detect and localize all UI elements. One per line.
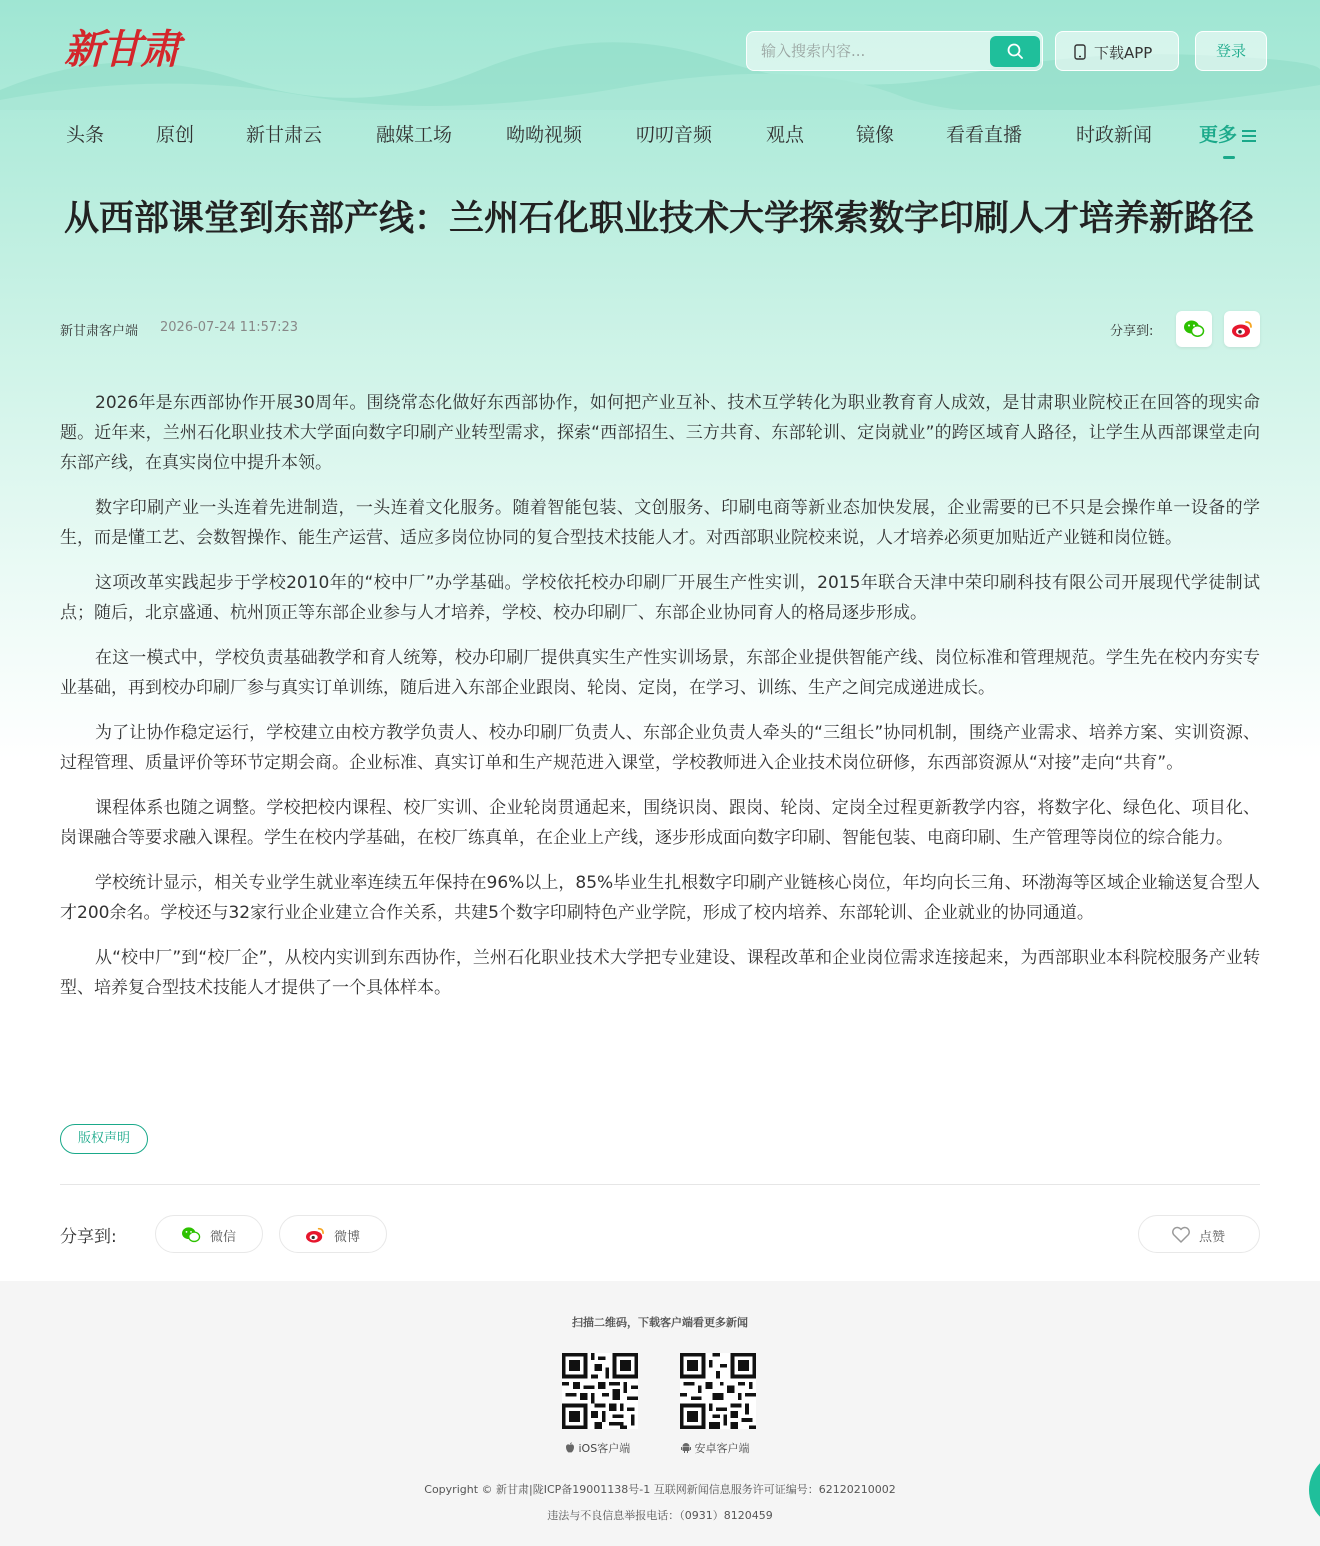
ios-client-label: [565, 1440, 630, 1456]
footer-report-phone: 违法与不良信息举报电话：（0931）8120459: [547, 1509, 773, 1522]
article-time: 2026-07-24 11:57:23: [160, 320, 299, 335]
article-paragraph: 课程体系也随之调整。学校把校内课程、校厂实训、企业轮岗贯通起来，围绕识岗、跟岗、轮岗、定岗全过程更新教学内容，将数字化、绿色化、项目化、岗课融合等要求融入课程。学生在校内学基础，在校厂练真单，在企业上产线，逐步形成面向数字印刷、智能包装、电商印刷、生产管理等岗位的综合能力。: [60, 798, 1260, 848]
wechat-icon: [1183, 319, 1205, 339]
nav-item-headlines[interactable]: 头条: [66, 124, 105, 146]
article-paragraph: 数字印刷产业一头连着先进制造，一头连着文化服务。随着智能包装、文创服务、印刷电商等新业态加快发展，企业需要的已不只是会操作单一设备的学生，而是懂工艺、会数智操作、能生产运营、适应多岗位协同的复合型技术技能人才。对西部职业院校来说，人才培养必须更加贴近产业链和岗位链。: [60, 498, 1260, 548]
share-wechat-label: 微信: [210, 1230, 237, 1245]
login-button[interactable]: 登录: [1195, 31, 1267, 71]
weibo-icon: [304, 1226, 326, 1244]
article-paragraph: 学校统计显示，相关专业学生就业率连续五年保持在96%以上，85%毕业生扎根数字印刷产业链核心岗位，年均向长三角、环渤海等区域企业输送复合型人才200余名。学校还与32家行业企业建立合作关系，共建5个数字印刷特色产业学院，形成了校内培养、东部轮训、企业就业的协同通道。: [60, 873, 1260, 923]
android-icon: [681, 1442, 691, 1453]
main-nav: [0, 110, 1320, 160]
apple-icon: [565, 1442, 575, 1453]
wechat-icon: [180, 1226, 202, 1244]
site-logo[interactable]: 新甘肃: [64, 26, 178, 73]
heart-icon: [1171, 1226, 1191, 1244]
share-weibo-button[interactable]: [279, 1215, 387, 1253]
share-top-label: 分享到:: [1110, 324, 1154, 339]
nav-item-live[interactable]: 看看直播: [946, 124, 1023, 146]
android-client-text: 安卓客户端: [694, 1442, 750, 1455]
nav-item-video[interactable]: 呦呦视频: [506, 124, 583, 146]
footer: [0, 1281, 1320, 1546]
article-paragraph: 在这一模式中，学校负责基础教学和育人统筹，校办印刷厂提供真实生产性实训场景，东部企业提供智能产线、岗位标准和管理规范。学生先在校内夯实专业基础，再到校办印刷厂参与真实订单训练，随后进入东部企业跟岗、轮岗、定岗，在学习、训练、生产之间完成递进成长。: [60, 648, 1260, 698]
share-wechat-button[interactable]: [155, 1215, 263, 1253]
android-qr-code: [680, 1353, 756, 1429]
article-title: 从西部课堂到东部产线：兰州石化职业技术大学探索数字印刷人才培养新路径: [64, 199, 1255, 239]
share-weibo-label: 微博: [334, 1230, 361, 1245]
search-box: [746, 31, 1043, 71]
nav-active-indicator: [1223, 156, 1235, 159]
nav-item-original[interactable]: 原创: [156, 124, 195, 146]
search-input[interactable]: [761, 40, 981, 62]
footer-copyright: Copyright © 新甘肃|陇ICP备19001138号-1 互联网新闻信息服务许可证编号：62120210002: [424, 1483, 896, 1496]
nav-item-politics[interactable]: 时政新闻: [1076, 124, 1153, 146]
like-label: 点赞: [1199, 1230, 1226, 1245]
nav-item-cloud[interactable]: 新甘肃云: [246, 124, 323, 146]
article-source: 新甘肃客户端: [60, 324, 139, 339]
weibo-icon: [1231, 319, 1253, 339]
phone-icon: [1074, 44, 1086, 60]
article-paragraph: 从“校中厂”到“校厂企”，从校内实训到东西协作，兰州石化职业技术大学把专业建设、课程改革和企业岗位需求连接起来，为西部职业本科院校服务产业转型、培养复合型技术技能人才提供了一个具体样本。: [60, 948, 1260, 998]
nav-item-opinion[interactable]: 观点: [766, 124, 805, 146]
article-paragraph: 2026年是东西部协作开展30周年。围绕常态化做好东西部协作，如何把产业互补、技术互学转化为职业教育育人成效，是甘肃职业院校正在回答的现实命题。近年来，兰州石化职业技术大学面向数字印刷产业转型需求，探索“西部招生、三方共育、东部轮训、定岗就业”的跨区域育人路径，让学生从西部课堂走向东部产线，在真实岗位中提升本领。: [60, 393, 1260, 473]
nav-item-mirror[interactable]: 镜像: [856, 124, 895, 146]
download-app-label: 下载APP: [1094, 44, 1153, 62]
header: [0, 0, 1320, 100]
search-icon: [1007, 43, 1023, 59]
share-wechat-top-button[interactable]: [1176, 311, 1212, 347]
android-client-label: [681, 1440, 750, 1456]
search-button[interactable]: [990, 36, 1040, 67]
article-body: [60, 388, 1260, 1018]
copyright-statement-button[interactable]: 版权声明: [60, 1124, 148, 1154]
article-paragraph: 为了让协作稳定运行，学校建立由校方教学负责人、校办印刷厂负责人、东部企业负责人牵头的“三组长”协同机制，围绕产业需求、培养方案、实训资源、过程管理、质量评价等环节定期会商。企业标准、真实订单和生产规范进入课堂，学校教师进入企业技术岗位研修，东西部资源从“对接”走向“共育”。: [60, 723, 1260, 773]
ios-qr-code: [562, 1353, 638, 1429]
nav-more[interactable]: [1199, 120, 1257, 147]
divider: [60, 1184, 1260, 1185]
nav-more-label: 更多: [1199, 124, 1238, 146]
article-paragraph: 这项改革实践起步于学校2010年的“校中厂”办学基础。学校依托校办印刷厂开展生产性实训，2015年联合天津中荣印刷科技有限公司开展现代学徒制试点；随后，北京盛通、杭州顶正等东部企业参与人才培养，学校、校办印刷厂、东部企业协同育人的格局逐步形成。: [60, 573, 1260, 623]
nav-item-media-workshop[interactable]: 融媒工场: [376, 124, 453, 146]
ios-client-text: iOS客户端: [578, 1442, 631, 1455]
share-bottom-label: 分享到:: [60, 1227, 117, 1247]
share-weibo-top-button[interactable]: [1224, 311, 1260, 347]
menu-icon: [1241, 129, 1257, 143]
article-meta: [60, 320, 1260, 340]
nav-item-audio[interactable]: 叨叨音频: [636, 124, 713, 146]
footer-scan-text: 扫描二维码，下载客户端看更多新闻: [572, 1316, 748, 1329]
like-button[interactable]: [1138, 1215, 1260, 1253]
download-app-button[interactable]: [1055, 31, 1179, 71]
